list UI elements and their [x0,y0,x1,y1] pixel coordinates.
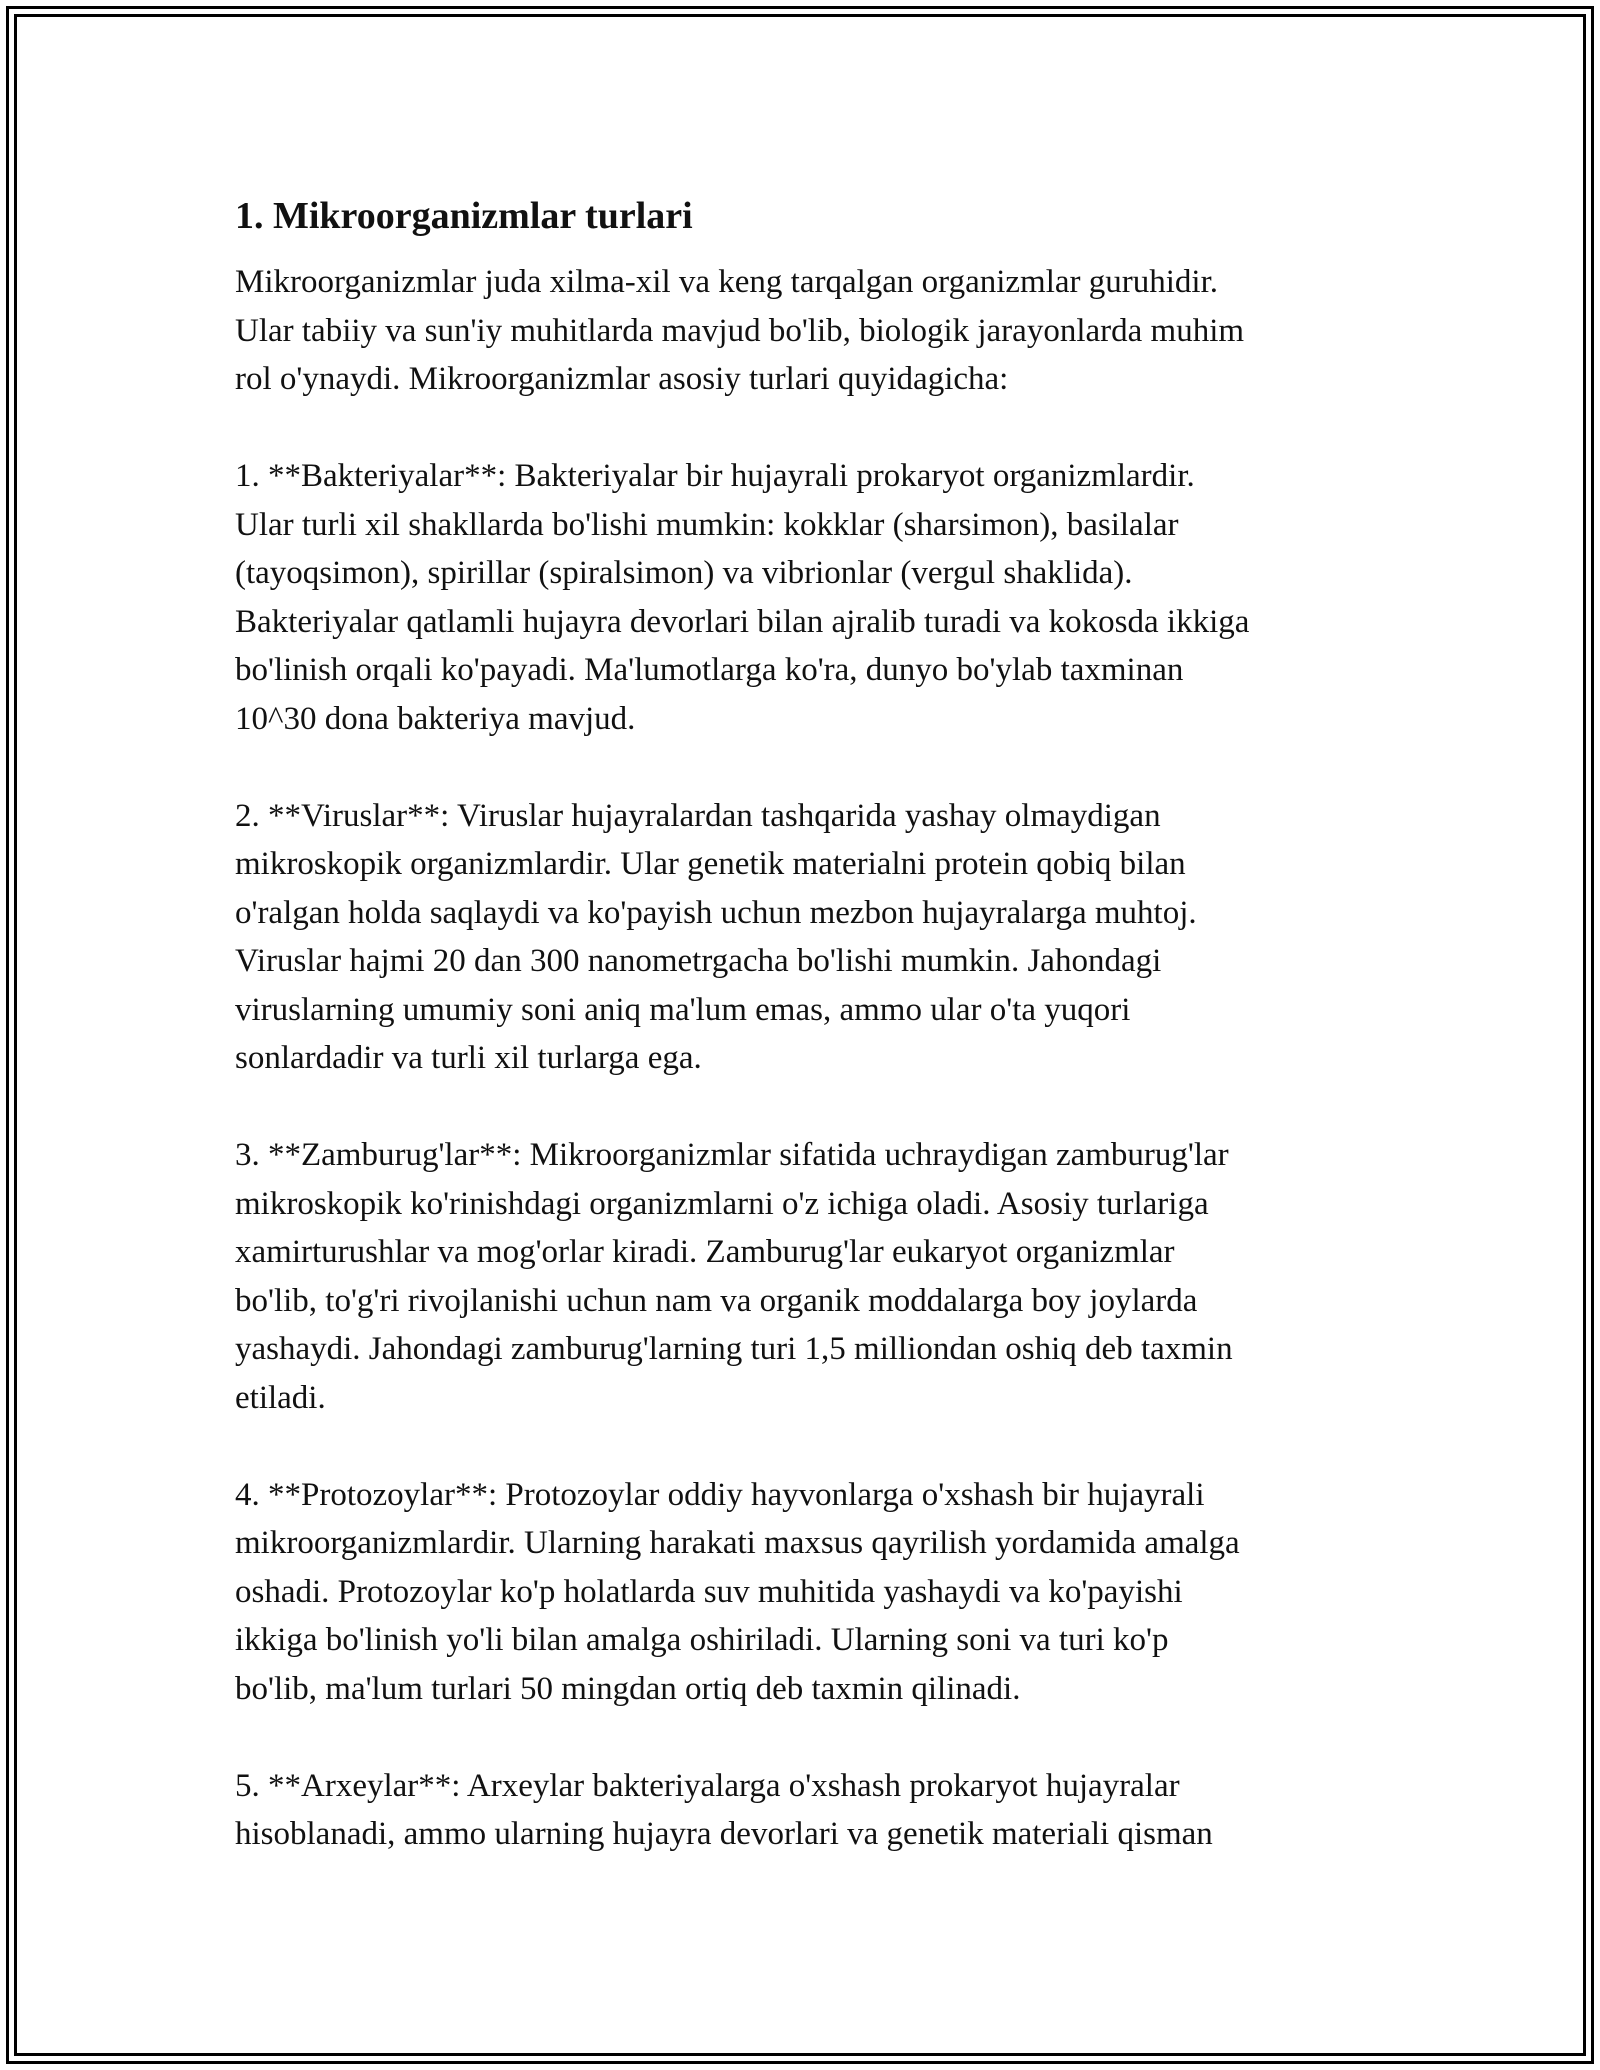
section-heading: 1. Mikroorganizmlar turlari [235,195,693,237]
document-content [235,186,1385,1859]
body-text: Mikroorganizmlar juda xilma-xil va keng tarqalgan organizmlar guruhidir. Ular tabiiy va sun'iy muhitlarda mavjud bo'lib, biologik jarayonlarda muhim rol o'ynaydi. Mikroorganizmlar asosiy turlari quyidagicha: 1. **Bakteriyalar**: Bakteriyalar bir hujayrali prokaryot organizmlardir. Ular turli xil shakllarda bo'lishi mumkin: kokklar (sharsimon), basilalar (tayoqsimon), spirillar (spiralsimon) va vibrionlar (vergul shaklida). Bakteriyalar qatlamli hujayra devorlari bilan ajralib turadi va kokosda ikkiga bo'linish orqali ko'payadi. Ma'lumotlarga ko'ra, dunyo bo'ylab taxminan 10^30 dona bakteriya mavjud. 2. **Viruslar**: Viruslar hujayralardan tashqarida yashay olmaydigan mikroskopik organizmlardir. Ular genetik materialni protein qobiq bilan o'ralgan holda saqlaydi va ko'payish uchun mezbon hujayralarga muhtoj. Viruslar hajmi 20 dan 300 nanometrgacha bo'lishi mumkin. Jahondagi viruslarning umumiy soni aniq ma'lum emas, ammo ular o'ta yuqori sonlardadir va turli xil turlarga ega. 3. **Zamburug'lar**: Mikroorganizmlar sifatida uchraydigan zamburug'lar mikroskopik ko'rinishdagi organizmlarni o'z ichiga oladi. Asosiy turlariga xamirturushlar va mog'orlar kiradi. Zamburug'lar eukaryot organizmlar bo'lib, to'g'ri rivojlanishi uchun nam va organik moddalarga boy joylarda yashaydi. Jahondagi zamburug'larning turi 1,5 milliondan oshiq deb taxmin etiladi. 4. **Protozoylar**: Protozoylar oddiy hayvonlarga o'xshash bir hujayrali mikroorganizmlardir. Ularning harakati maxsus qayrilish yordamida amalga oshadi. Protozoylar ko'p holatlarda suv muhitida yashaydi va ko'payishi ikkiga bo'linish yo'li bilan amalga oshiriladi. Ularning soni va turi ko'p bo'lib, ma'lum turlari 50 mingdan ortiq deb taxmin qilinadi. 5. **Arxeylar**: Arxeylar bakteriyalarga o'xshash prokaryot hujayralar hisoblanadi, ammo ularning hujayra devorlari va genetik materiali qisman [235,264,1250,1852]
